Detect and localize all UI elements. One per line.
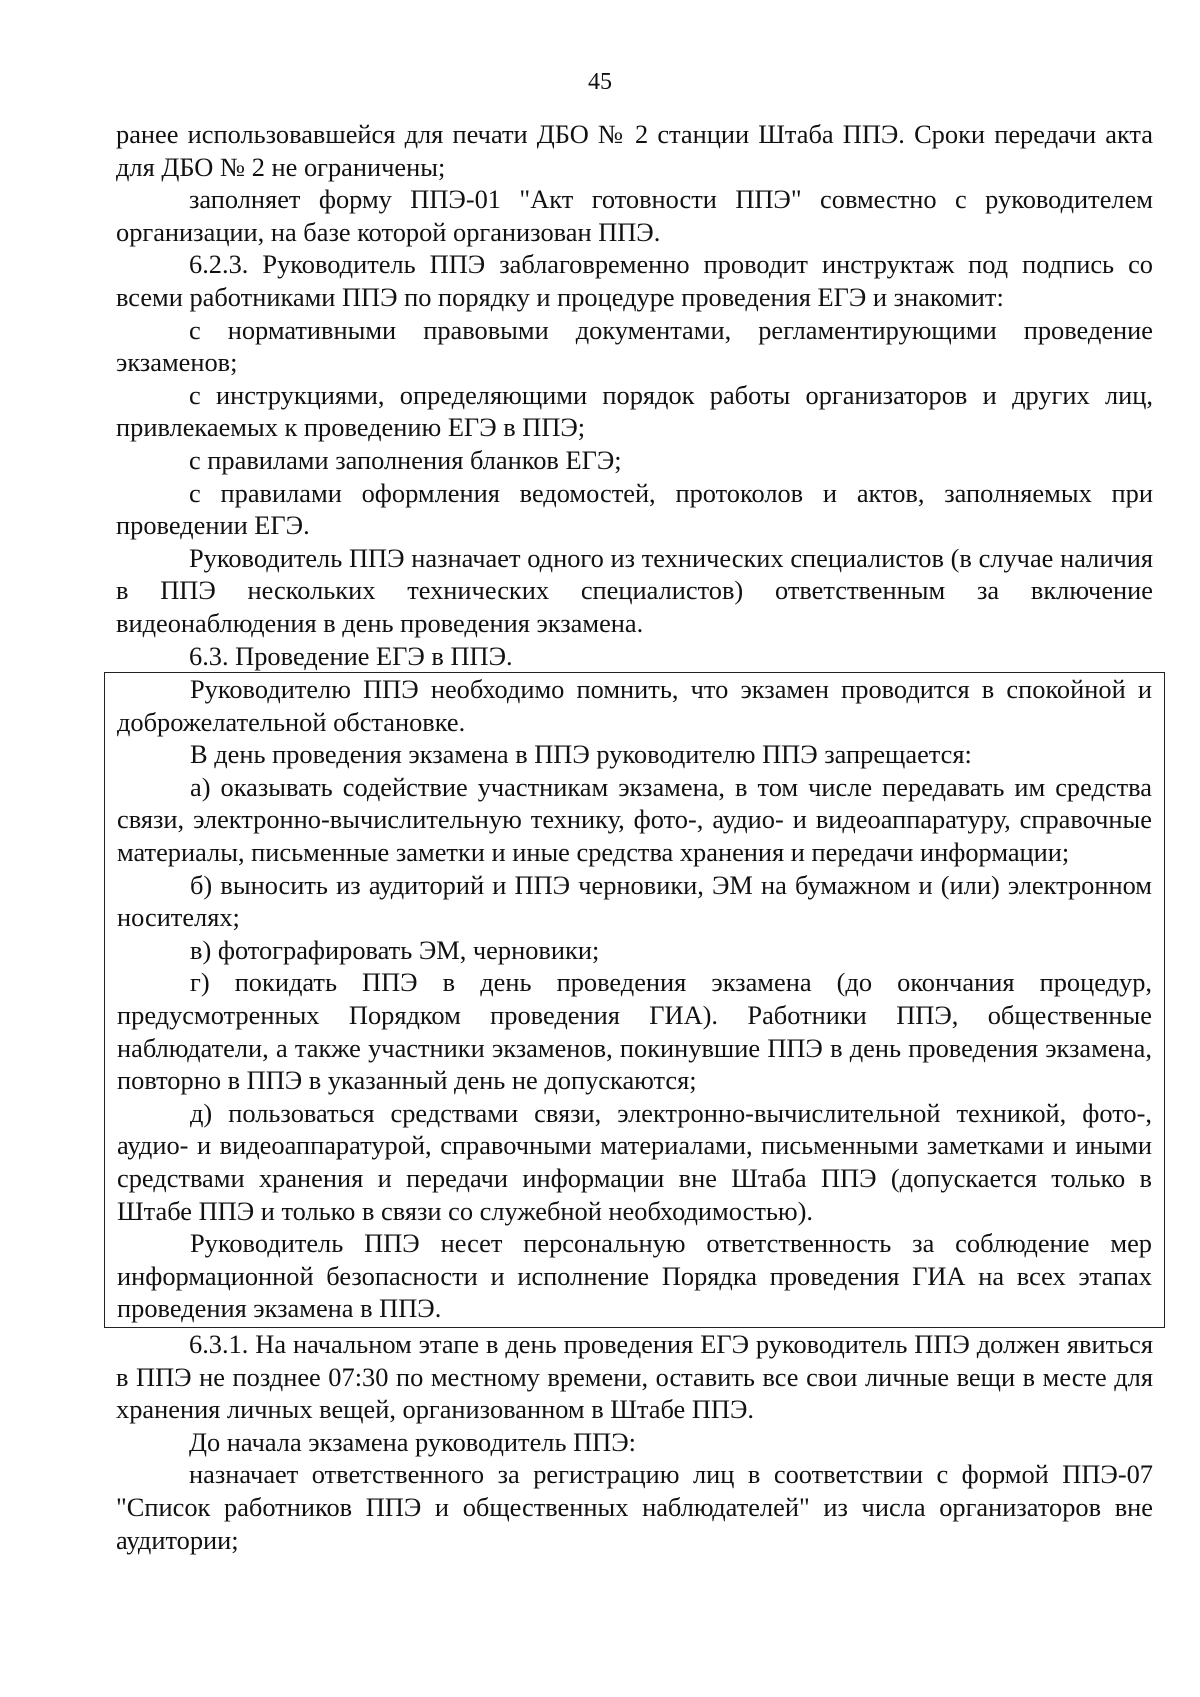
list-item: б) выносить из аудиторий и ППЭ черновики, ЭМ на бумажном и (или) электронном носителях; [117, 869, 1152, 933]
list-item: в) фотографировать ЭМ, черновики; [190, 934, 600, 965]
paragraph: ранее использовавшейся для печати ДБО № 2 станции Штаба ППЭ. Сроки передачи акта для ДБО № 2 не ограничены; [116, 119, 1153, 182]
page-number: 45 [588, 69, 612, 95]
paragraph: Руководитель ППЭ назначает одного из технических специалистов (в случае наличия в ППЭ нескольких технических специалистов) ответственным за включение видеонаблюдения в день проведения экзамена. [116, 542, 1153, 638]
paragraph: с правилами заполнения бланков ЕГЭ; [189, 444, 622, 475]
paragraph: с нормативными правовыми документами, регламентирующими проведение экзаменов; [116, 314, 1153, 378]
list-item: г) покидать ППЭ в день проведения экзамена (до окончания процедур, предусмотренных Порядком проведения ГИА). Работники ППЭ, общественные наблюдатели, а также участники экзаменов, покинувшие ППЭ в день проведения экзамена, повторно в ППЭ в указанный день не допускаются; [117, 967, 1152, 1096]
list-item: а) оказывать содействие участникам экзамена, в том числе передавать им средства связи, электронно-вычислительную технику, фото-, аудио- и видеоаппаратуру, справочные материалы, письменные заметки и иные средства хранения и передачи информации; [117, 771, 1152, 868]
paragraph: 6.2.3. Руководитель ППЭ заблаговременно проводит инструктаж под подпись со всеми работниками ППЭ по порядку и процедуре проведения ЕГЭ и знакомит: [116, 249, 1153, 312]
paragraph: заполняет форму ППЭ-01 "Акт готовности ППЭ" совместно с руководителем организации, на базе которой организован ППЭ. [116, 184, 1153, 247]
bordered-notice-box [104, 672, 1165, 1328]
document-body [116, 118, 1153, 1556]
paragraph: назначает ответственного за регистрацию лиц в соответствии с формой ППЭ-07 "Список работников ППЭ и общественных наблюдателей" из числа организаторов вне аудитории; [116, 1459, 1153, 1555]
paragraph: Руководитель ППЭ несет персональную ответственность за соблюдение мер информационной безопасности и исполнение Порядка проведения ГИА на всех этапах проведения экзамена в ППЭ. [117, 1228, 1152, 1324]
list-item: д) пользоваться средствами связи, электронно-вычислительной техникой, фото-, аудио- и видеоаппаратурой, справочными материалами, письменными заметками и иными средствами хранения и передачи информации вне Штаба ППЭ (допускается только в Штабе ППЭ и только в связи со служебной необходимостью). [117, 1097, 1152, 1226]
section-heading: 6.3. Проведение ЕГЭ в ППЭ. [189, 640, 513, 671]
paragraph: В день проведения экзамена в ППЭ руководителю ППЭ запрещается: [190, 739, 972, 770]
paragraph: Руководителю ППЭ необходимо помнить, что экзамен проводится в спокойной и доброжелательной обстановке. [117, 674, 1152, 737]
paragraph: с правилами оформления ведомостей, протоколов и актов, заполняемых при проведении ЕГЭ. [116, 477, 1153, 541]
paragraph: 6.3.1. На начальном этапе в день проведения ЕГЭ руководитель ППЭ должен явиться в ППЭ не позднее 07:30 по местному времени, оставить все свои личные вещи в месте для хранения личных вещей, организованном в Штабе ППЭ. [116, 1328, 1153, 1425]
paragraph: с инструкциями, определяющими порядок работы организаторов и других лиц, привлекаемых к проведению ЕГЭ в ППЭ; [116, 379, 1153, 443]
paragraph: До начала экзамена руководитель ППЭ: [189, 1426, 636, 1457]
